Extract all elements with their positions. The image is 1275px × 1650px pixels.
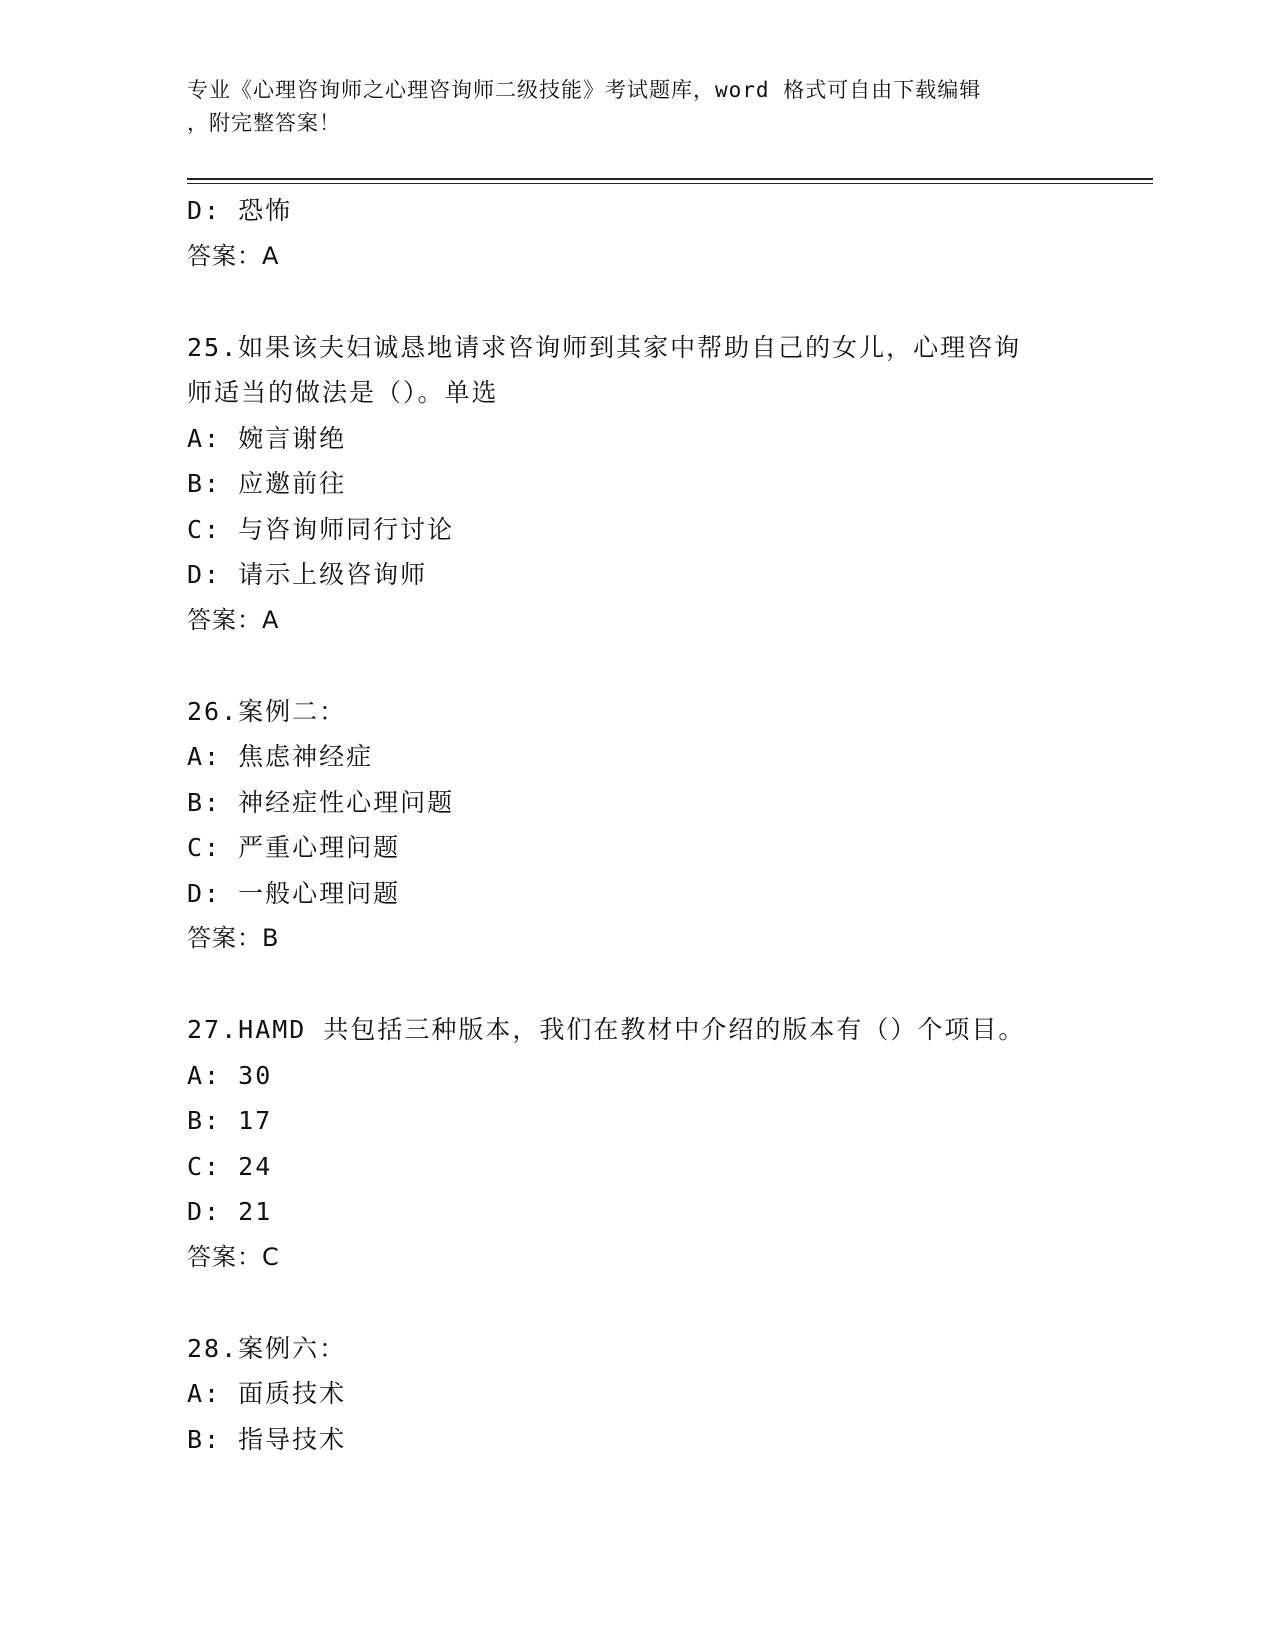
spacer: [187, 962, 1087, 1008]
option-b: B: 17: [187, 1106, 273, 1135]
page-header: [187, 74, 1087, 140]
question-stem: 28.案例六：: [187, 1333, 347, 1363]
question-28: [187, 1326, 1087, 1463]
option-a: A: 30: [187, 1060, 273, 1090]
question-24-tail: [187, 188, 1087, 279]
option-b: B: 指导技术: [187, 1424, 347, 1454]
spacer: [187, 279, 1087, 325]
option-d: D: 21: [187, 1197, 273, 1226]
answer-line: 答案：A: [187, 605, 280, 634]
option-b: B: 神经症性心理问题: [187, 787, 455, 817]
question-stem: 25.如果该夫妇诚恳地请求咨询师到其家中帮助自己的女儿，心理咨询: [187, 332, 1022, 362]
question-25: [187, 325, 1087, 644]
option-a: A: 面质技术: [187, 1379, 347, 1408]
question-stem: 27.HAMD 共包括三种版本，我们在教材中介绍的版本有（）个项目。: [187, 1015, 1026, 1044]
spacer: [187, 643, 1087, 689]
question-stem: 26.案例二：: [187, 696, 347, 726]
answer-line: 答案：A: [187, 241, 280, 270]
option-d: D: 一般心理问题: [187, 878, 401, 908]
header-divider-thin: [187, 183, 1153, 184]
option-c: C: 严重心理问题: [187, 833, 401, 862]
question-list: [187, 188, 1087, 1462]
question-27: [187, 1007, 1087, 1280]
answer-line: 答案：B: [187, 924, 280, 952]
option-c: C: 24: [187, 1151, 273, 1181]
answer-line: 答案：C: [187, 1242, 280, 1271]
option-a: A: 焦虑神经症: [187, 742, 374, 771]
option-d: D: 请示上级咨询师: [187, 560, 428, 589]
option-c: C: 与咨询师同行讨论: [187, 514, 455, 544]
header-title-continuation: ，附完整答案！: [187, 111, 341, 135]
option-d: D: 恐怖: [187, 196, 293, 225]
question-26: [187, 689, 1087, 962]
spacer: [187, 1280, 1087, 1326]
question-stem-continuation: 师适当的做法是（）。单选: [187, 378, 499, 407]
option-b: B: 应邀前往: [187, 469, 347, 498]
option-a: A: 婉言谢绝: [187, 423, 347, 453]
header-title-line: 专业《心理咨询师之心理咨询师二级技能》考试题库，word 格式可自由下载编辑: [187, 78, 982, 102]
header-divider-thick: [187, 178, 1153, 180]
